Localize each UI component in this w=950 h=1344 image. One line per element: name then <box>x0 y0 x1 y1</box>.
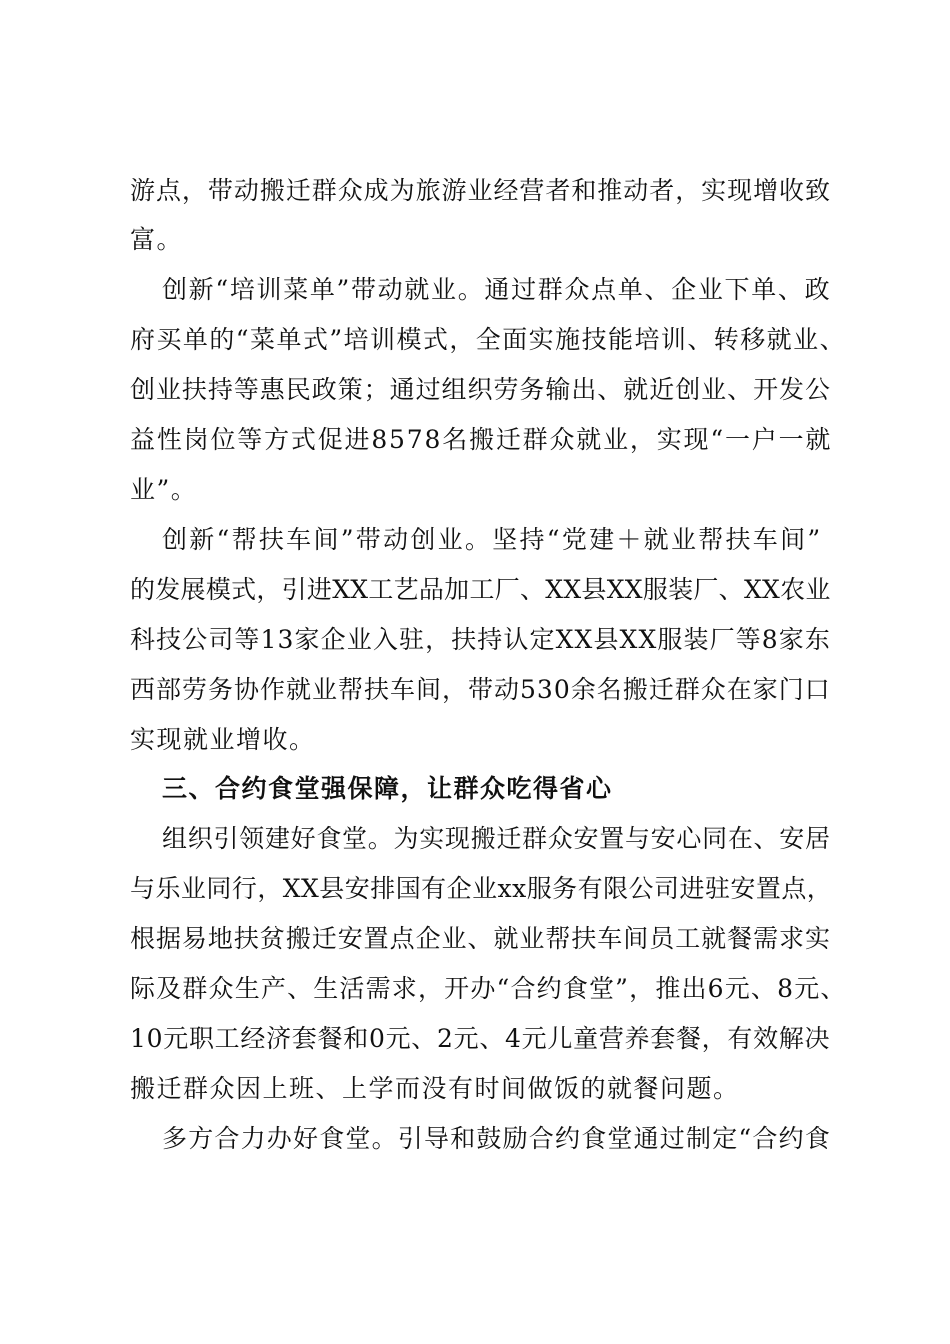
paragraph-line: 际及群众生产、生活需求，开办“合约食堂”，推出6元、8元、 <box>130 974 847 1003</box>
paragraph-line: 创新“培训菜单”带动就业。通过群众点单、企业下单、政 <box>162 275 832 304</box>
paragraph-line: 的发展模式，引进XX工艺品加工厂、XX县XX服装厂、XX农业 <box>130 575 831 604</box>
section-heading: 三、合约食堂强保障，让群众吃得省心 <box>162 774 613 803</box>
paragraph-line: 益性岗位等方式促进8578名搬迁群众就业，实现“一户一就 <box>130 425 833 454</box>
paragraph-line: 科技公司等13家企业入驻，扶持认定XX县XX服装厂等8家东 <box>130 625 832 654</box>
paragraph-line: 创业扶持等惠民政策；通过组织劳务输出、就近创业、开发公 <box>130 375 831 404</box>
paragraph-line: 组织引领建好食堂。为实现搬迁群众安置与安心同在、安居 <box>162 824 831 853</box>
paragraph-line: 搬迁群众因上班、上学而没有时间做饭的就餐问题。 <box>130 1074 740 1103</box>
paragraph-line: 多方合力办好食堂。引导和鼓励合约食堂通过制定“合约食 <box>162 1124 831 1153</box>
paragraph-line: 创新“帮扶车间”带动创业。坚持“党建＋就业帮扶车间” <box>162 525 823 554</box>
paragraph-line: 富。 <box>130 225 184 254</box>
paragraph-line: 府买单的“菜单式”培训模式，全面实施技能培训、转移就业、 <box>130 325 847 354</box>
paragraph-line: 根据易地扶贫搬迁安置点企业、就业帮扶车间员工就餐需求实 <box>130 924 831 953</box>
paragraph-line: 游点，带动搬迁群众成为旅游业经营者和推动者，实现增收致 <box>130 176 831 205</box>
paragraph-line: 与乐业同行，XX县安排国有企业xx服务有限公司进驻安置点， <box>130 874 833 903</box>
paragraph-line: 业”。 <box>130 475 198 504</box>
paragraph-line: 西部劳务协作就业帮扶车间，带动530余名搬迁群众在家门口 <box>130 675 831 704</box>
paragraph-line: 10元职工经济套餐和0元、2元、4元儿童营养套餐，有效解决 <box>130 1024 831 1053</box>
paragraph-line: 实现就业增收。 <box>130 725 316 754</box>
